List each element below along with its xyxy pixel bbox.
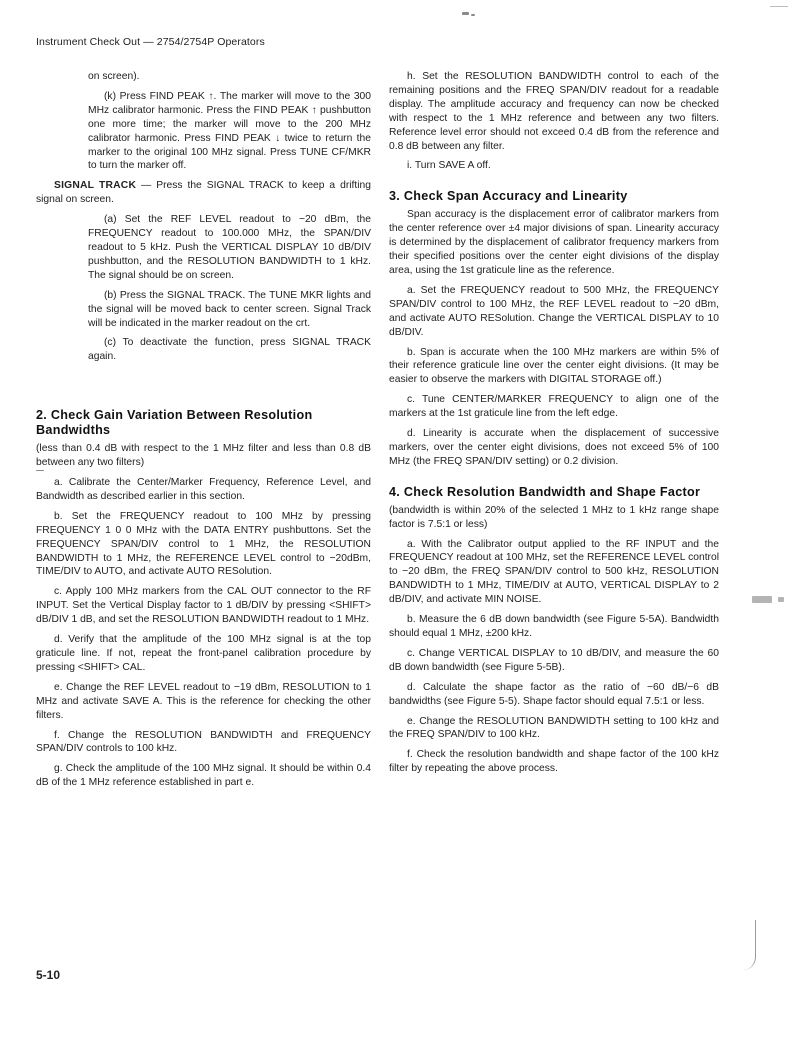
- paragraph-step-k: (k) Press FIND PEAK ↑. The marker will move to the 300 MHz calibrator harmonic. Press the FIND PEAK ↑ pushbutton one more time; the marker will move to the 200 MHz calibrator harmonic. Press FIND PEAK ↓ twice to return the marker to the original 100 MHz signal. Press TUNE CF/MKR to turn the marker off.: [88, 90, 371, 172]
- section-2-step-c: c. Apply 100 MHz markers from the CAL OUT connector to the RF INPUT. Set the Vertical Display factor to 1 dB/DIV by pressing <SHIFT> dB/DIV 1 dB, and set the RESOLUTION BANDWIDTH readout to 1 MHz.: [36, 586, 371, 626]
- scan-speck: [462, 12, 469, 15]
- section-2-step-h: h. Set the RESOLUTION BANDWIDTH control to each of the remaining positions and the FREQ SPAN/DIV readout for a readable display. The amplitude accuracy and frequency can now be checked with respect to the 1 MHz reference and between any two filters. Reference level error should not exceed 0.4 dB from the reference and 0.8 dB between any filter.: [389, 71, 719, 152]
- section-3-heading: 3. Check Span Accuracy and Linearity: [389, 189, 628, 204]
- section-4-step-f: f. Check the resolution bandwidth and shape factor of the 100 kHz filter by repeating the above process.: [389, 749, 719, 775]
- section-3-intro: Span accuracy is the displacement error of calibrator markers from the center reference over ±4 major divisions of span. Linearity accuracy is determined by the displacement of calibrator frequency markers from their specified positions over the center eight divisions of the display area, using the 1st graticule line as the reference.: [389, 209, 719, 276]
- section-2-step-a: a. Calibrate the Center/Marker Frequency, Reference Level, and Bandwidth as described earlier in this section.: [36, 477, 371, 502]
- section-4-step-c: c. Change VERTICAL DISPLAY to 10 dB/DIV, and measure the 60 dB down bandwidth (see Figure 5-5B).: [389, 647, 719, 673]
- left-column: [36, 70, 371, 796]
- section-4-heading: 4. Check Resolution Bandwidth and Shape Factor: [389, 484, 701, 499]
- section-3-step-a: a. Set the FREQUENCY readout to 500 MHz, the FREQUENCY SPAN/DIV control to 100 MHz, the REF LEVEL readout to −20 dBm, and activate AUTO RESolution. Change the VERTICAL DISPLAY to 10 dB/DIV.: [389, 284, 719, 338]
- section-4-step-d: d. Calculate the shape factor as the ratio of −60 dB/−6 dB bandwidths (see Figure 5-5). Shape factor should equal 7.5:1 or less.: [389, 681, 719, 707]
- section-3-step-b: b. Span is accurate when the 100 MHz markers are within 5% of their reference graticule line over the center eight divisions. (It may be easier to observe the markers with DIGITAL STORAGE off.): [389, 346, 719, 386]
- section-4-step-b: b. Measure the 6 dB down bandwidth (see Figure 5-5A). Bandwidth should equal 1 MHz, ±200 kHz.: [389, 614, 719, 639]
- spacer: [36, 370, 371, 392]
- section-2-heading: 2. Check Gain Variation Between Resolution Bandwidths: [36, 408, 313, 438]
- signal-track-text: — Press the SIGNAL TRACK to keep a drifting signal on screen.: [36, 180, 371, 206]
- paragraph-step-a: (a) Set the REF LEVEL readout to −20 dBm, the FREQUENCY readout to 100.000 MHz, the SPAN/DIV readout to 5 kHz. Push the VERTICAL DISPLAY 10 dB/DIV pushbutton, and the RESOLUTION BANDWIDTH to 1 kHz. The signal should be on screen.: [88, 214, 371, 281]
- page-number: 5-10: [36, 968, 61, 982]
- margin-pen-mark: [743, 920, 756, 970]
- section-2-step-d: d. Verify that the amplitude of the 100 MHz signal is at the top graticule line. If not, repeat the front-panel calibration procedure by pressing <SHIFT> CAL.: [36, 634, 371, 673]
- section-4-condition: (bandwidth is within 20% of the selected 1 MHz to 1 kHz range shape factor is 7.5:1 or less): [389, 504, 719, 530]
- section-2-condition: (less than 0.4 dB with respect to the 1 MHz filter and less than 0.8 dB between any two filters): [36, 443, 371, 469]
- section-2-step-g: g. Check the amplitude of the 100 MHz signal. It should be within 0.4 dB of the 1 MHz reference established in part e.: [36, 763, 371, 789]
- section-2-step-f: f. Change the RESOLUTION BANDWIDTH and FREQUENCY SPAN/DIV controls to 100 kHz.: [36, 729, 371, 755]
- paragraph-signal-track: [36, 179, 371, 207]
- section-2-step-b: b. Set the FREQUENCY readout to 100 MHz by pressing FREQUENCY 1 0 0 MHz with the DATA ENTRY pushbuttons. Set the FREQUENCY SPAN/DIV control to 1 MHz, the RESOLUTION BANDWIDTH to 1 MHz, the REFERENCE LEVEL control to −20dBm, TIME/DIV to AUTO, and activate AUTO RESolution.: [36, 510, 371, 578]
- scan-speck: [752, 596, 772, 603]
- paragraph-on-screen: on screen).: [88, 71, 140, 82]
- scan-speck: [778, 597, 784, 602]
- section-2-step-e: e. Change the REF LEVEL readout to −19 dBm, RESOLUTION to 1 MHz and activate SAVE A. This is the reference for checking the other filters.: [36, 681, 371, 721]
- signal-track-term: SIGNAL TRACK: [54, 180, 137, 192]
- scan-corner-mark: [770, 6, 788, 7]
- section-2-step-i: i. Turn SAVE A off.: [407, 160, 491, 172]
- running-header: Instrument Check Out — 2754/2754P Operators: [36, 36, 265, 48]
- section-3-step-d: d. Linearity is accurate when the displacement of successive markers, over the center eight divisions, does not exceed 5% of 100 MHz (the FREQ SPAN/DIV setting) or 0.2 division.: [389, 428, 719, 467]
- scan-speck: [471, 14, 475, 16]
- section-4-step-a: a. With the Calibrator output applied to the RF INPUT and the FREQUENCY readout at 100 MHz, set the REFERENCE LEVEL control to −20 dBm, the FREQ SPAN/DIV control to 500 kHz, RESOLUTION BANDWIDTH to 1 MHz, TIME/DIV at AUTO, VERTICAL DISPLAY to 2 dB/DIV, and activate MIN NOISE.: [389, 538, 719, 606]
- scan-speck: [36, 470, 44, 471]
- paragraph-step-c: (c) To deactivate the function, press SIGNAL TRACK again.: [88, 337, 371, 363]
- paragraph-step-b: (b) Press the SIGNAL TRACK. The TUNE MKR lights and the signal will be moved back to center screen. Signal Track will be indicated in the marker readout on the crt.: [88, 289, 371, 329]
- section-4-step-e: e. Change the RESOLUTION BANDWIDTH setting to 100 kHz and the FREQ SPAN/DIV to 100 kHz.: [389, 715, 719, 741]
- section-3-step-c: c. Tune CENTER/MARKER FREQUENCY to align one of the markers at the 1st graticule line from the left edge.: [389, 394, 719, 420]
- right-column: [389, 70, 719, 782]
